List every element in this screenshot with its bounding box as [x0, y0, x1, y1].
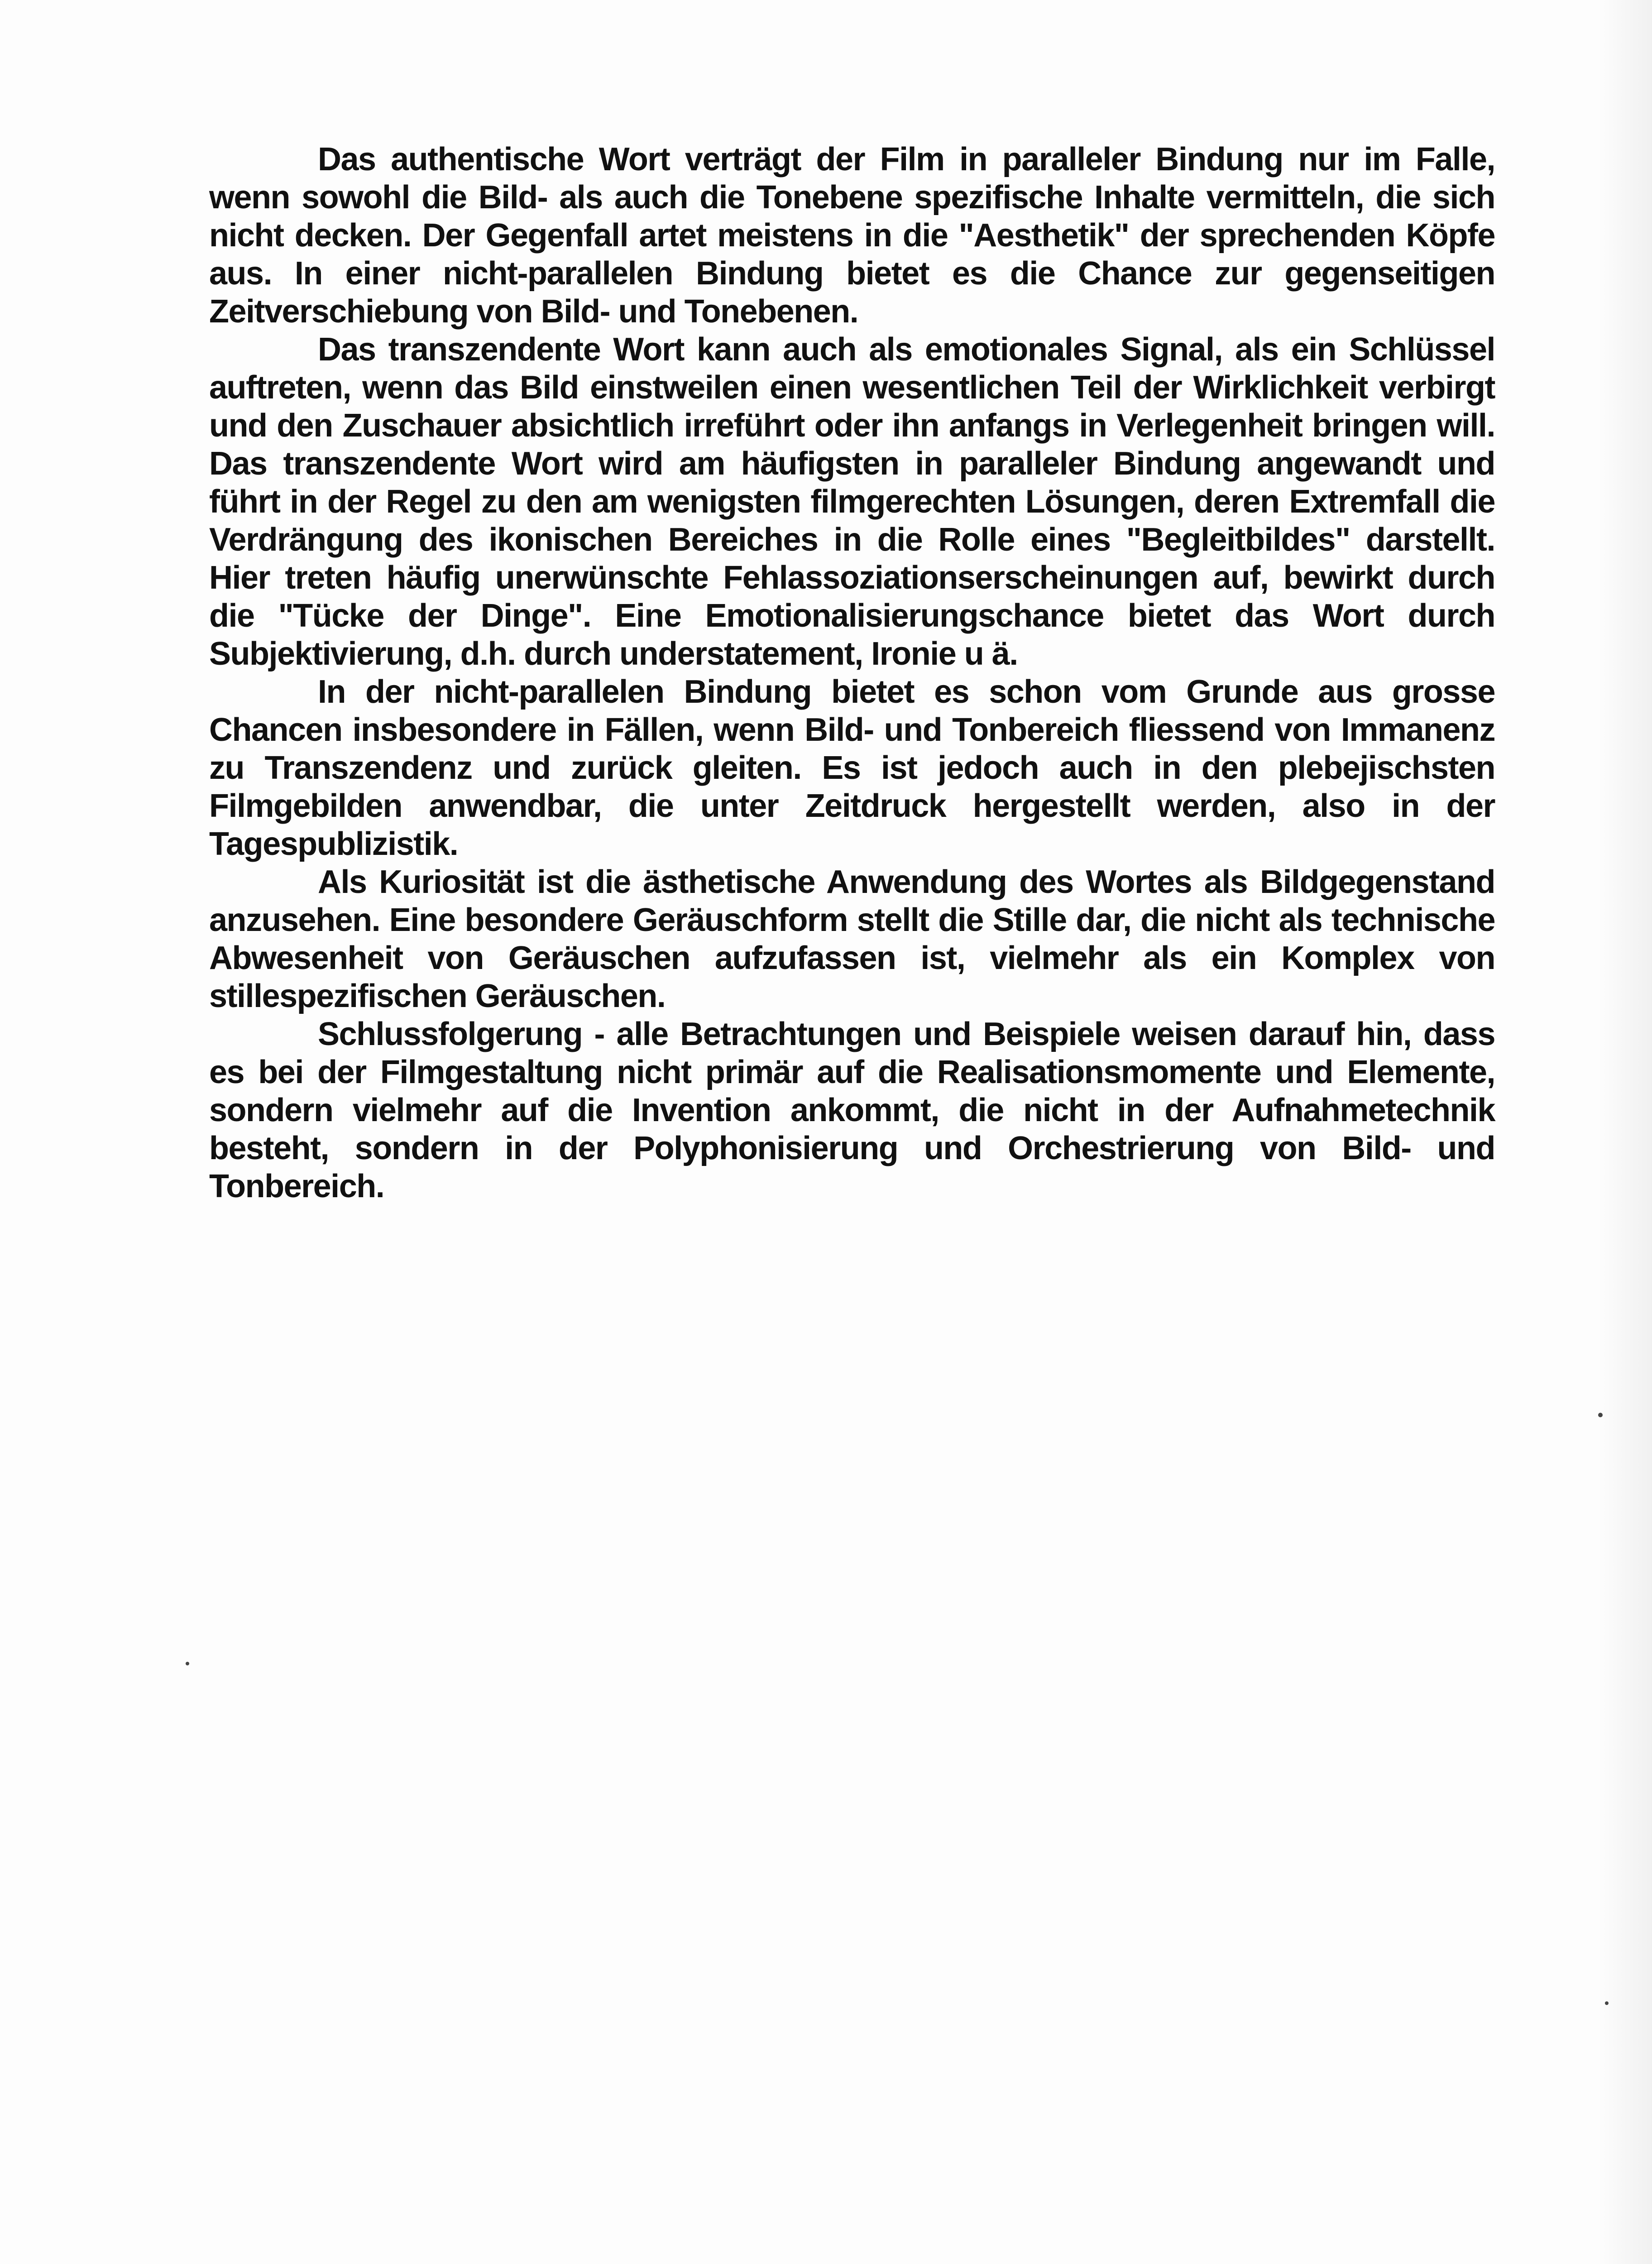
- scan-speck: [186, 1662, 189, 1665]
- scan-edge-shadow: [1598, 0, 1652, 2264]
- body-text: [209, 140, 1495, 1205]
- scan-speck: [1605, 2001, 1609, 2005]
- paragraph-5: Schlussfolgerung - alle Betrachtungen und Beispiele weisen darauf hin, dass es bei der Filmgestaltung nicht primär auf die Realisationsmomente und Elemente, sondern vielmehr auf die Invention ankommt, die nicht in der Aufnahmetechnik besteht, sondern in der Polyphonisierung und Orchestrierung von Bild- und Tonbereich.: [209, 1016, 1495, 1204]
- scan-speck: [1598, 1413, 1603, 1417]
- paragraph-3: In der nicht-parallelen Bindung bietet es schon vom Grunde aus grosse Chancen insbesondere in Fällen, wenn Bild- und Tonbereich fliessend von Immanenz zu Transzendenz und zurück gleiten. Es ist jedoch auch in den plebejischsten Filmgebilden anwendbar, die unter Zeitdruck hergestellt werden, also in der Tagespublizistik.: [209, 674, 1495, 862]
- paragraph-4: Als Kuriosität ist die ästhetische Anwendung des Wortes als Bildgegenstand anzusehen. Eine besondere Geräuschform stellt die Stille dar, die nicht als technische Abwesenheit von Geräuschen aufzufassen ist, vielmehr als ein Komplex von stillespezifischen Geräuschen.: [209, 864, 1495, 1014]
- paragraph-1: Das authentische Wort verträgt der Film in paralleler Bindung nur im Falle, wenn sowohl die Bild- als auch die Tonebene spezifische Inhalte vermitteln, die sich nicht decken. Der Gegenfall artet meistens in die "Aesthetik" der sprechenden Köpfe aus. In einer nicht-parallelen Bindung bietet es die Chance zur gegenseitigen Zeitverschiebung von Bild- und Tonebenen.: [209, 141, 1495, 330]
- paragraph-2: Das transzendente Wort kann auch als emotionales Signal, als ein Schlüssel auftreten, wenn das Bild einstweilen einen wesentlichen Teil der Wirklichkeit verbirgt und den Zuschauer absichtlich irreführt oder ihn anfangs in Verlegenheit bringen will. Das transzendente Wort wird am häufigsten in paralleler Bindung angewandt und führt in der Regel zu den am wenigsten filmgerechten Lösungen, deren Extremfall die Verdrängung des ikonischen Bereiches in die Rolle eines "Begleitbildes" darstellt. Hier treten häufig unerwünschte Fehlassoziationserscheinungen auf, bewirkt durch die "Tücke der Dinge". Eine Emotionalisierungschance bietet das Wort durch Subjektivierung, d.h. durch understatement, Ironie u ä.: [209, 331, 1495, 672]
